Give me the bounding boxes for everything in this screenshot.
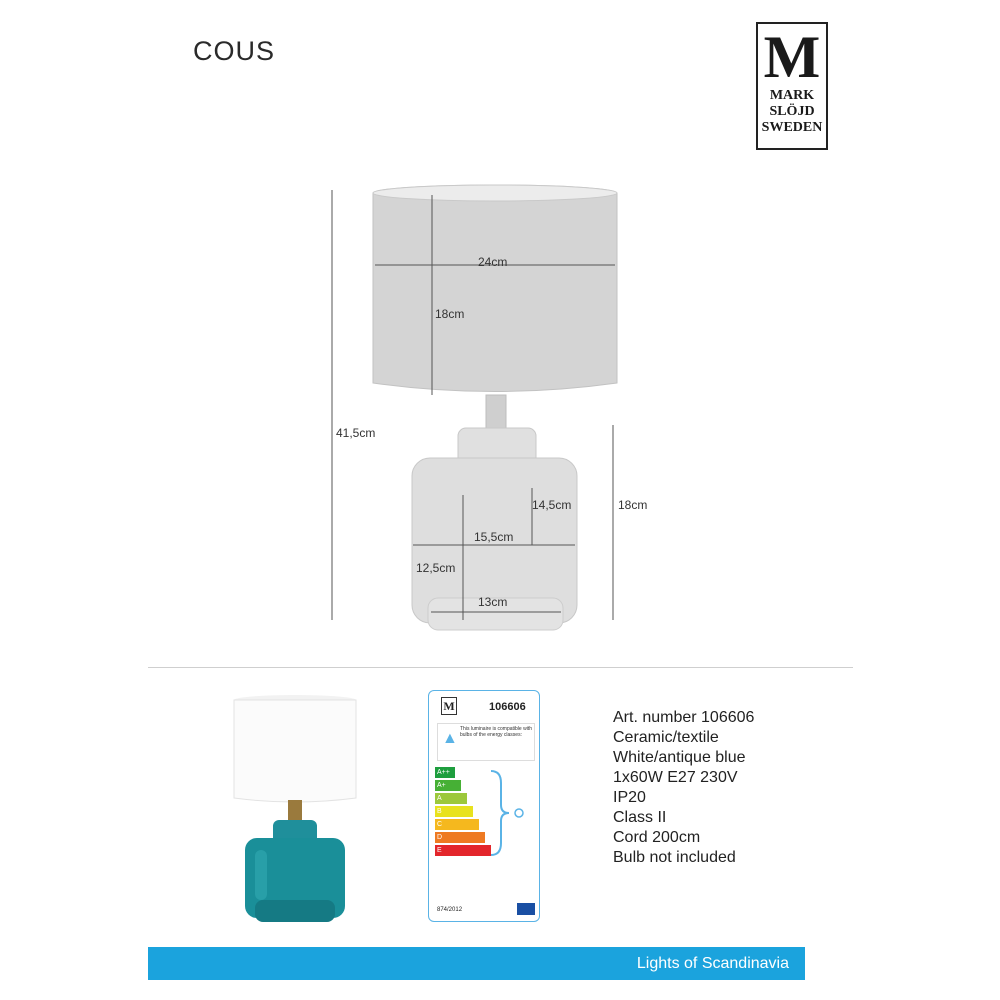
dimension-drawing <box>310 150 660 660</box>
spec-bulb-note: Bulb not included <box>613 849 736 866</box>
dim-body-width: 15,5cm <box>474 530 514 544</box>
footer-tagline: Lights of Scandinavia <box>636 955 789 972</box>
spec-cord: Cord 200cm <box>613 829 701 846</box>
logo-line-2: SLÖJD <box>769 104 815 119</box>
dim-base-height: 18cm <box>618 498 648 512</box>
product-photo <box>215 690 375 930</box>
dim-foot-width: 13cm <box>478 595 508 609</box>
energy-class-bar: A <box>435 793 467 804</box>
logo-line-3: SWEDEN <box>761 120 823 135</box>
spec-bulb: 1x60W E27 230V <box>613 769 738 786</box>
energy-class-bar: D <box>435 832 485 843</box>
logo-letter: M <box>763 24 821 90</box>
energy-class-bar: A++ <box>435 767 455 778</box>
lamp-stem-drawing <box>486 395 506 433</box>
spec-color: White/antique blue <box>613 749 746 766</box>
logo-line-1: MARK <box>769 88 815 103</box>
energy-class-bar: C <box>435 819 479 830</box>
energy-label-text: This luminaire is compatible with bulbs of the energy classes: <box>460 726 532 738</box>
lamp-shade-drawing <box>373 185 617 392</box>
eu-flag-icon <box>517 903 535 915</box>
product-title: COUS <box>193 36 276 66</box>
energy-label <box>428 690 540 922</box>
energy-class-bar: B <box>435 806 473 817</box>
footer-bar <box>148 947 805 980</box>
energy-label-article: 106606 <box>489 701 526 713</box>
spec-ip-rating: IP20 <box>613 789 646 806</box>
dim-total-height: 41,5cm <box>336 426 376 440</box>
dim-shade-height: 18cm <box>435 307 465 321</box>
dim-body-height-lower: 12,5cm <box>416 561 456 575</box>
spec-article-number: Art. number 106606 <box>613 709 755 726</box>
energy-label-logo: M <box>441 697 457 715</box>
spec-material: Ceramic/textile <box>613 729 719 746</box>
section-divider <box>148 667 853 668</box>
energy-class-bar: A+ <box>435 780 461 791</box>
energy-label-regulation: 874/2012 <box>437 907 463 913</box>
lamp-icon: ▲ <box>442 730 458 747</box>
dim-body-height: 14,5cm <box>532 498 572 512</box>
energy-class-bar: E <box>435 845 491 856</box>
spec-class: Class II <box>613 809 667 826</box>
energy-bracket-icon <box>489 769 529 857</box>
dim-shade-width: 24cm <box>478 255 508 269</box>
brand-logo <box>756 22 828 150</box>
